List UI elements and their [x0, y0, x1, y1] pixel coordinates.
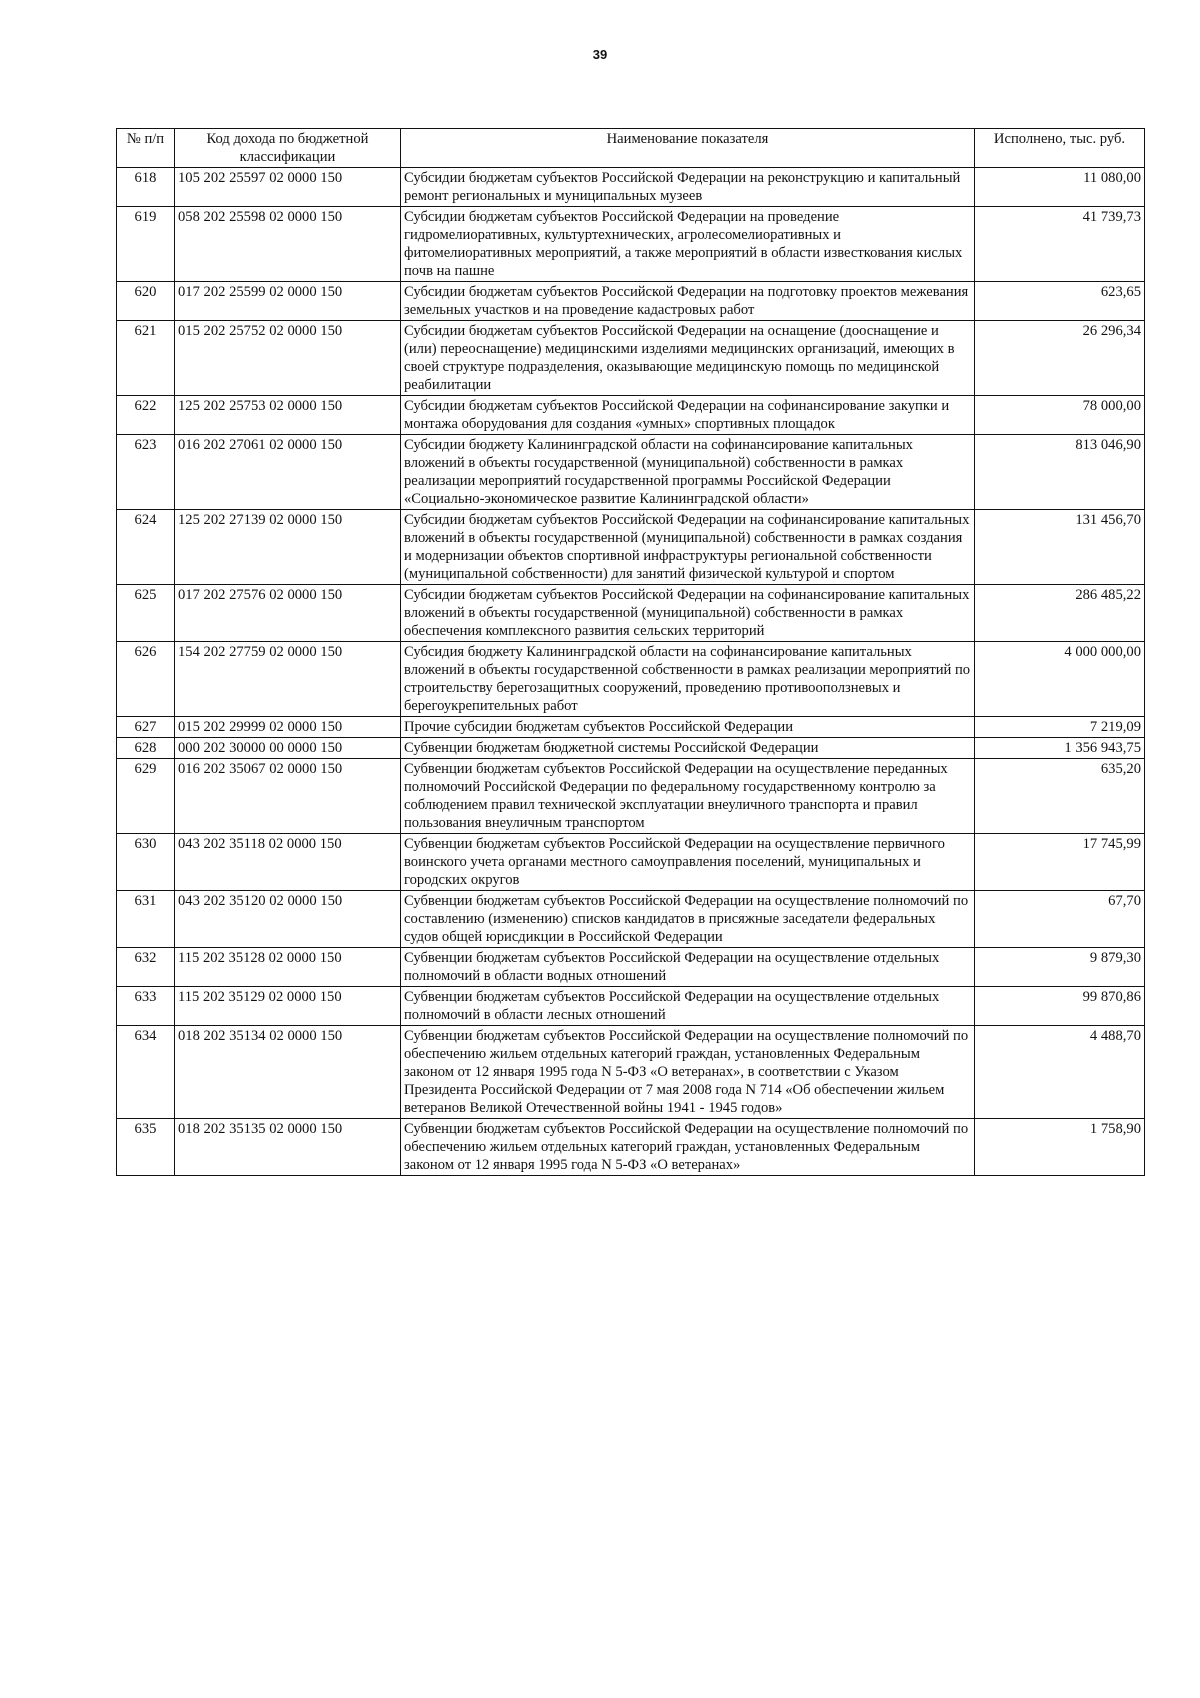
row-num: 623	[117, 435, 175, 510]
row-num: 620	[117, 282, 175, 321]
row-amount: 78 000,00	[975, 396, 1145, 435]
row-amount: 4 488,70	[975, 1026, 1145, 1119]
row-name: Субсидии бюджетам субъектов Российской Федерации на реконструкцию и капитальный ремонт региональных и муниципальных музеев	[401, 168, 975, 207]
row-code: 017 202 25599 02 0000 150	[175, 282, 401, 321]
row-code: 016 202 35067 02 0000 150	[175, 759, 401, 834]
row-name: Субсидии бюджетам субъектов Российской Федерации на софинансирование капитальных вложений в объекты государственной (муниципальной) собственности в рамках обеспечения комплексного развития сельских территорий	[401, 585, 975, 642]
table-row	[117, 738, 1145, 759]
row-amount: 4 000 000,00	[975, 642, 1145, 717]
row-code: 154 202 27759 02 0000 150	[175, 642, 401, 717]
row-amount: 7 219,09	[975, 717, 1145, 738]
row-num: 632	[117, 948, 175, 987]
row-num: 619	[117, 207, 175, 282]
header-amount: Исполнено, тыс. руб.	[975, 129, 1145, 168]
page-number: 39	[592, 47, 608, 62]
table-row	[117, 585, 1145, 642]
row-name: Субвенции бюджетам субъектов Российской Федерации на осуществление полномочий по составлению (изменению) списков кандидатов в присяжные заседатели федеральных судов общей юрисдикции в Российской Федерации	[401, 891, 975, 948]
table-row	[117, 834, 1145, 891]
row-name: Субсидии бюджетам субъектов Российской Федерации на софинансирование закупки и монтажа оборудования для создания «умных» спортивных площадок	[401, 396, 975, 435]
row-code: 125 202 25753 02 0000 150	[175, 396, 401, 435]
row-amount: 11 080,00	[975, 168, 1145, 207]
table-row	[117, 717, 1145, 738]
table-row	[117, 642, 1145, 717]
row-code: 043 202 35120 02 0000 150	[175, 891, 401, 948]
row-amount: 131 456,70	[975, 510, 1145, 585]
row-name: Субвенции бюджетам субъектов Российской Федерации на осуществление отдельных полномочий в области лесных отношений	[401, 987, 975, 1026]
row-code: 000 202 30000 00 0000 150	[175, 738, 401, 759]
row-num: 627	[117, 717, 175, 738]
row-name: Субсидии бюджетам субъектов Российской Федерации на проведение гидромелиоративных, культуртехнических, агролесомелиоративных и фитомелиоративных мероприятий, а также мероприятий в области известкования кислых почв на пашне	[401, 207, 975, 282]
table-row	[117, 168, 1145, 207]
row-name: Субвенции бюджетам субъектов Российской Федерации на осуществление первичного воинского учета органами местного самоуправления поселений, муниципальных и городских округов	[401, 834, 975, 891]
row-code: 115 202 35129 02 0000 150	[175, 987, 401, 1026]
row-amount: 1 356 943,75	[975, 738, 1145, 759]
row-num: 618	[117, 168, 175, 207]
row-num: 629	[117, 759, 175, 834]
row-num: 625	[117, 585, 175, 642]
row-num: 626	[117, 642, 175, 717]
row-num: 630	[117, 834, 175, 891]
row-amount: 1 758,90	[975, 1119, 1145, 1176]
table-row	[117, 1026, 1145, 1119]
row-num: 631	[117, 891, 175, 948]
row-amount: 41 739,73	[975, 207, 1145, 282]
row-amount: 99 870,86	[975, 987, 1145, 1026]
row-num: 633	[117, 987, 175, 1026]
row-code: 018 202 35135 02 0000 150	[175, 1119, 401, 1176]
row-name: Субсидии бюджетам субъектов Российской Федерации на оснащение (дооснащение и (или) переоснащение) медицинскими изделиями медицинских организаций, имеющих в своей структуре подразделения, оказывающие медицинскую помощь по медицинской реабилитации	[401, 321, 975, 396]
row-code: 125 202 27139 02 0000 150	[175, 510, 401, 585]
row-name: Субсидии бюджетам субъектов Российской Федерации на подготовку проектов межевания земельных участков и на проведение кадастровых работ	[401, 282, 975, 321]
table-row	[117, 987, 1145, 1026]
row-amount: 26 296,34	[975, 321, 1145, 396]
row-num: 621	[117, 321, 175, 396]
row-code: 016 202 27061 02 0000 150	[175, 435, 401, 510]
row-code: 105 202 25597 02 0000 150	[175, 168, 401, 207]
table-row	[117, 759, 1145, 834]
table-header-row	[117, 129, 1145, 168]
row-amount: 623,65	[975, 282, 1145, 321]
row-name: Субсидии бюджетам субъектов Российской Федерации на софинансирование капитальных вложений в объекты государственной (муниципальной) собственности в рамках создания и модернизации объектов спортивной инфраструктуры региональной собственности (муниципальной собственности) для занятий физической культурой и спортом	[401, 510, 975, 585]
table-row	[117, 396, 1145, 435]
row-num: 634	[117, 1026, 175, 1119]
header-name: Наименование показателя	[401, 129, 975, 168]
row-code: 018 202 35134 02 0000 150	[175, 1026, 401, 1119]
row-code: 058 202 25598 02 0000 150	[175, 207, 401, 282]
row-amount: 17 745,99	[975, 834, 1145, 891]
row-num: 635	[117, 1119, 175, 1176]
row-name: Субвенции бюджетам субъектов Российской Федерации на осуществление отдельных полномочий в области водных отношений	[401, 948, 975, 987]
row-name: Прочие субсидии бюджетам субъектов Российской Федерации	[401, 717, 975, 738]
row-name: Субвенции бюджетам субъектов Российской Федерации на осуществление переданных полномочий Российской Федерации по федеральному государственному контролю за соблюдением правил технической эксплуатации внеуличного транспорта и правил пользования внеуличным транспортом	[401, 759, 975, 834]
row-name: Субсидии бюджету Калининградской области на софинансирование капитальных вложений в объекты государственной (муниципальной) собственности в рамках реализации мероприятий государственной программы Российской Федерации «Социально-экономическое развитие Калининградской области»	[401, 435, 975, 510]
row-amount: 635,20	[975, 759, 1145, 834]
row-name: Субвенции бюджетам субъектов Российской Федерации на осуществление полномочий по обеспечению жильем отдельных категорий граждан, установленных Федеральным законом от 12 января 1995 года N 5-ФЗ «О ветеранах», в соответствии с Указом Президента Российской Федерации от 7 мая 2008 года N 714 «Об обеспечении жильем ветеранов Великой Отечественной войны 1941 - 1945 годов»	[401, 1026, 975, 1119]
row-name: Субвенции бюджетам субъектов Российской Федерации на осуществление полномочий по обеспечению жильем отдельных категорий граждан, установленных Федеральным законом от 12 января 1995 года N 5-ФЗ «О ветеранах»	[401, 1119, 975, 1176]
row-amount: 813 046,90	[975, 435, 1145, 510]
row-code: 043 202 35118 02 0000 150	[175, 834, 401, 891]
table-row	[117, 948, 1145, 987]
row-code: 017 202 27576 02 0000 150	[175, 585, 401, 642]
row-amount: 9 879,30	[975, 948, 1145, 987]
row-num: 622	[117, 396, 175, 435]
row-name: Субсидия бюджету Калининградской области на софинансирование капитальных вложений в объекты государственной собственности в рамках реализации мероприятий по строительству берегозащитных сооружений, проведению противооползневых и берегоукрепительных работ	[401, 642, 975, 717]
row-num: 628	[117, 738, 175, 759]
row-code: 015 202 29999 02 0000 150	[175, 717, 401, 738]
table-row	[117, 891, 1145, 948]
table-row	[117, 510, 1145, 585]
row-amount: 67,70	[975, 891, 1145, 948]
row-code: 015 202 25752 02 0000 150	[175, 321, 401, 396]
table-row	[117, 321, 1145, 396]
table-row	[117, 1119, 1145, 1176]
header-num: № п/п	[117, 129, 175, 168]
header-code: Код дохода по бюджетной классификации	[175, 129, 401, 168]
row-code: 115 202 35128 02 0000 150	[175, 948, 401, 987]
table-row	[117, 282, 1145, 321]
row-name: Субвенции бюджетам бюджетной системы Российской Федерации	[401, 738, 975, 759]
table-row	[117, 207, 1145, 282]
row-num: 624	[117, 510, 175, 585]
budget-table	[116, 128, 1145, 1176]
row-amount: 286 485,22	[975, 585, 1145, 642]
table-row	[117, 435, 1145, 510]
